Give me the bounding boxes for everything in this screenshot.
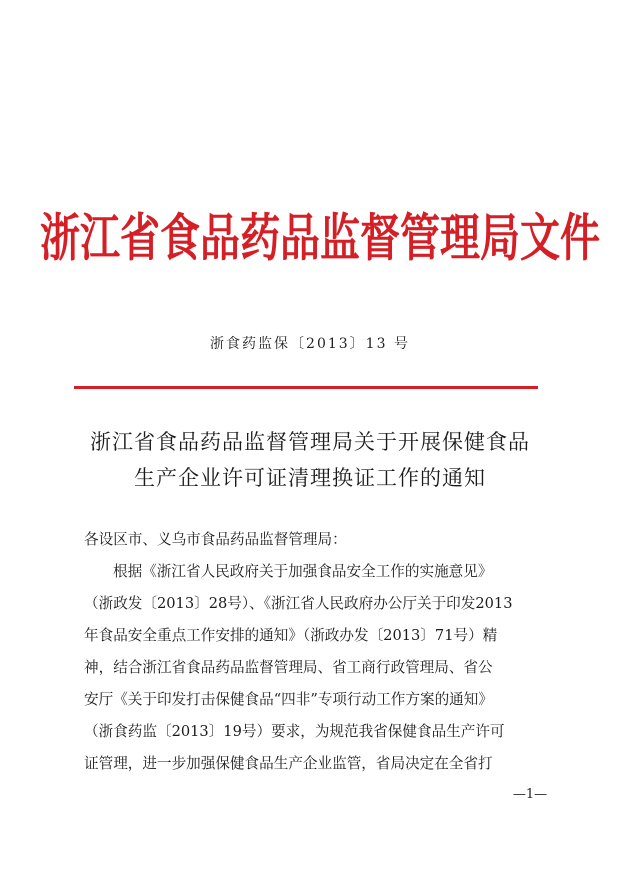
body-line: 安厅《关于印发打击保健食品“四非”专项行动工作方案的通知》: [84, 691, 493, 708]
body-line: 根据《浙江省人民政府关于加强食品安全工作的实施意见》: [113, 563, 493, 580]
agency-title-header: 浙江省食品药品监督管理局文件: [40, 209, 600, 269]
body-line: （浙食药监〔2013〕19号）要求，为规范我省保健食品生产许可: [84, 723, 505, 740]
page-number: —1—: [512, 787, 548, 802]
notice-title-line-2: 生产企业许可证清理换证工作的通知: [134, 466, 486, 490]
body-line: 神，结合浙江省食品药品监督管理局、省工商行政管理局、省公: [84, 659, 493, 676]
red-divider: [74, 386, 538, 389]
notice-body: [84, 524, 544, 780]
document-number: 浙食药监保〔2013〕13 号: [210, 336, 410, 352]
notice-title: [40, 424, 580, 496]
body-line: 证管理，进一步加强保健食品生产企业监管，省局决定在全省打: [84, 755, 493, 772]
notice-title-line-1: 浙江省食品药品监督管理局关于开展保健食品: [90, 430, 530, 454]
body-line: 年食品安全重点工作安排的通知》（浙政办发〔2013〕71号）精: [84, 627, 498, 644]
body-line: （浙政发〔2013〕28号）、《浙江省人民政府办公厅关于印发2013: [84, 595, 513, 612]
salutation: 各设区市、义乌市食品药品监督管理局：: [84, 531, 347, 548]
